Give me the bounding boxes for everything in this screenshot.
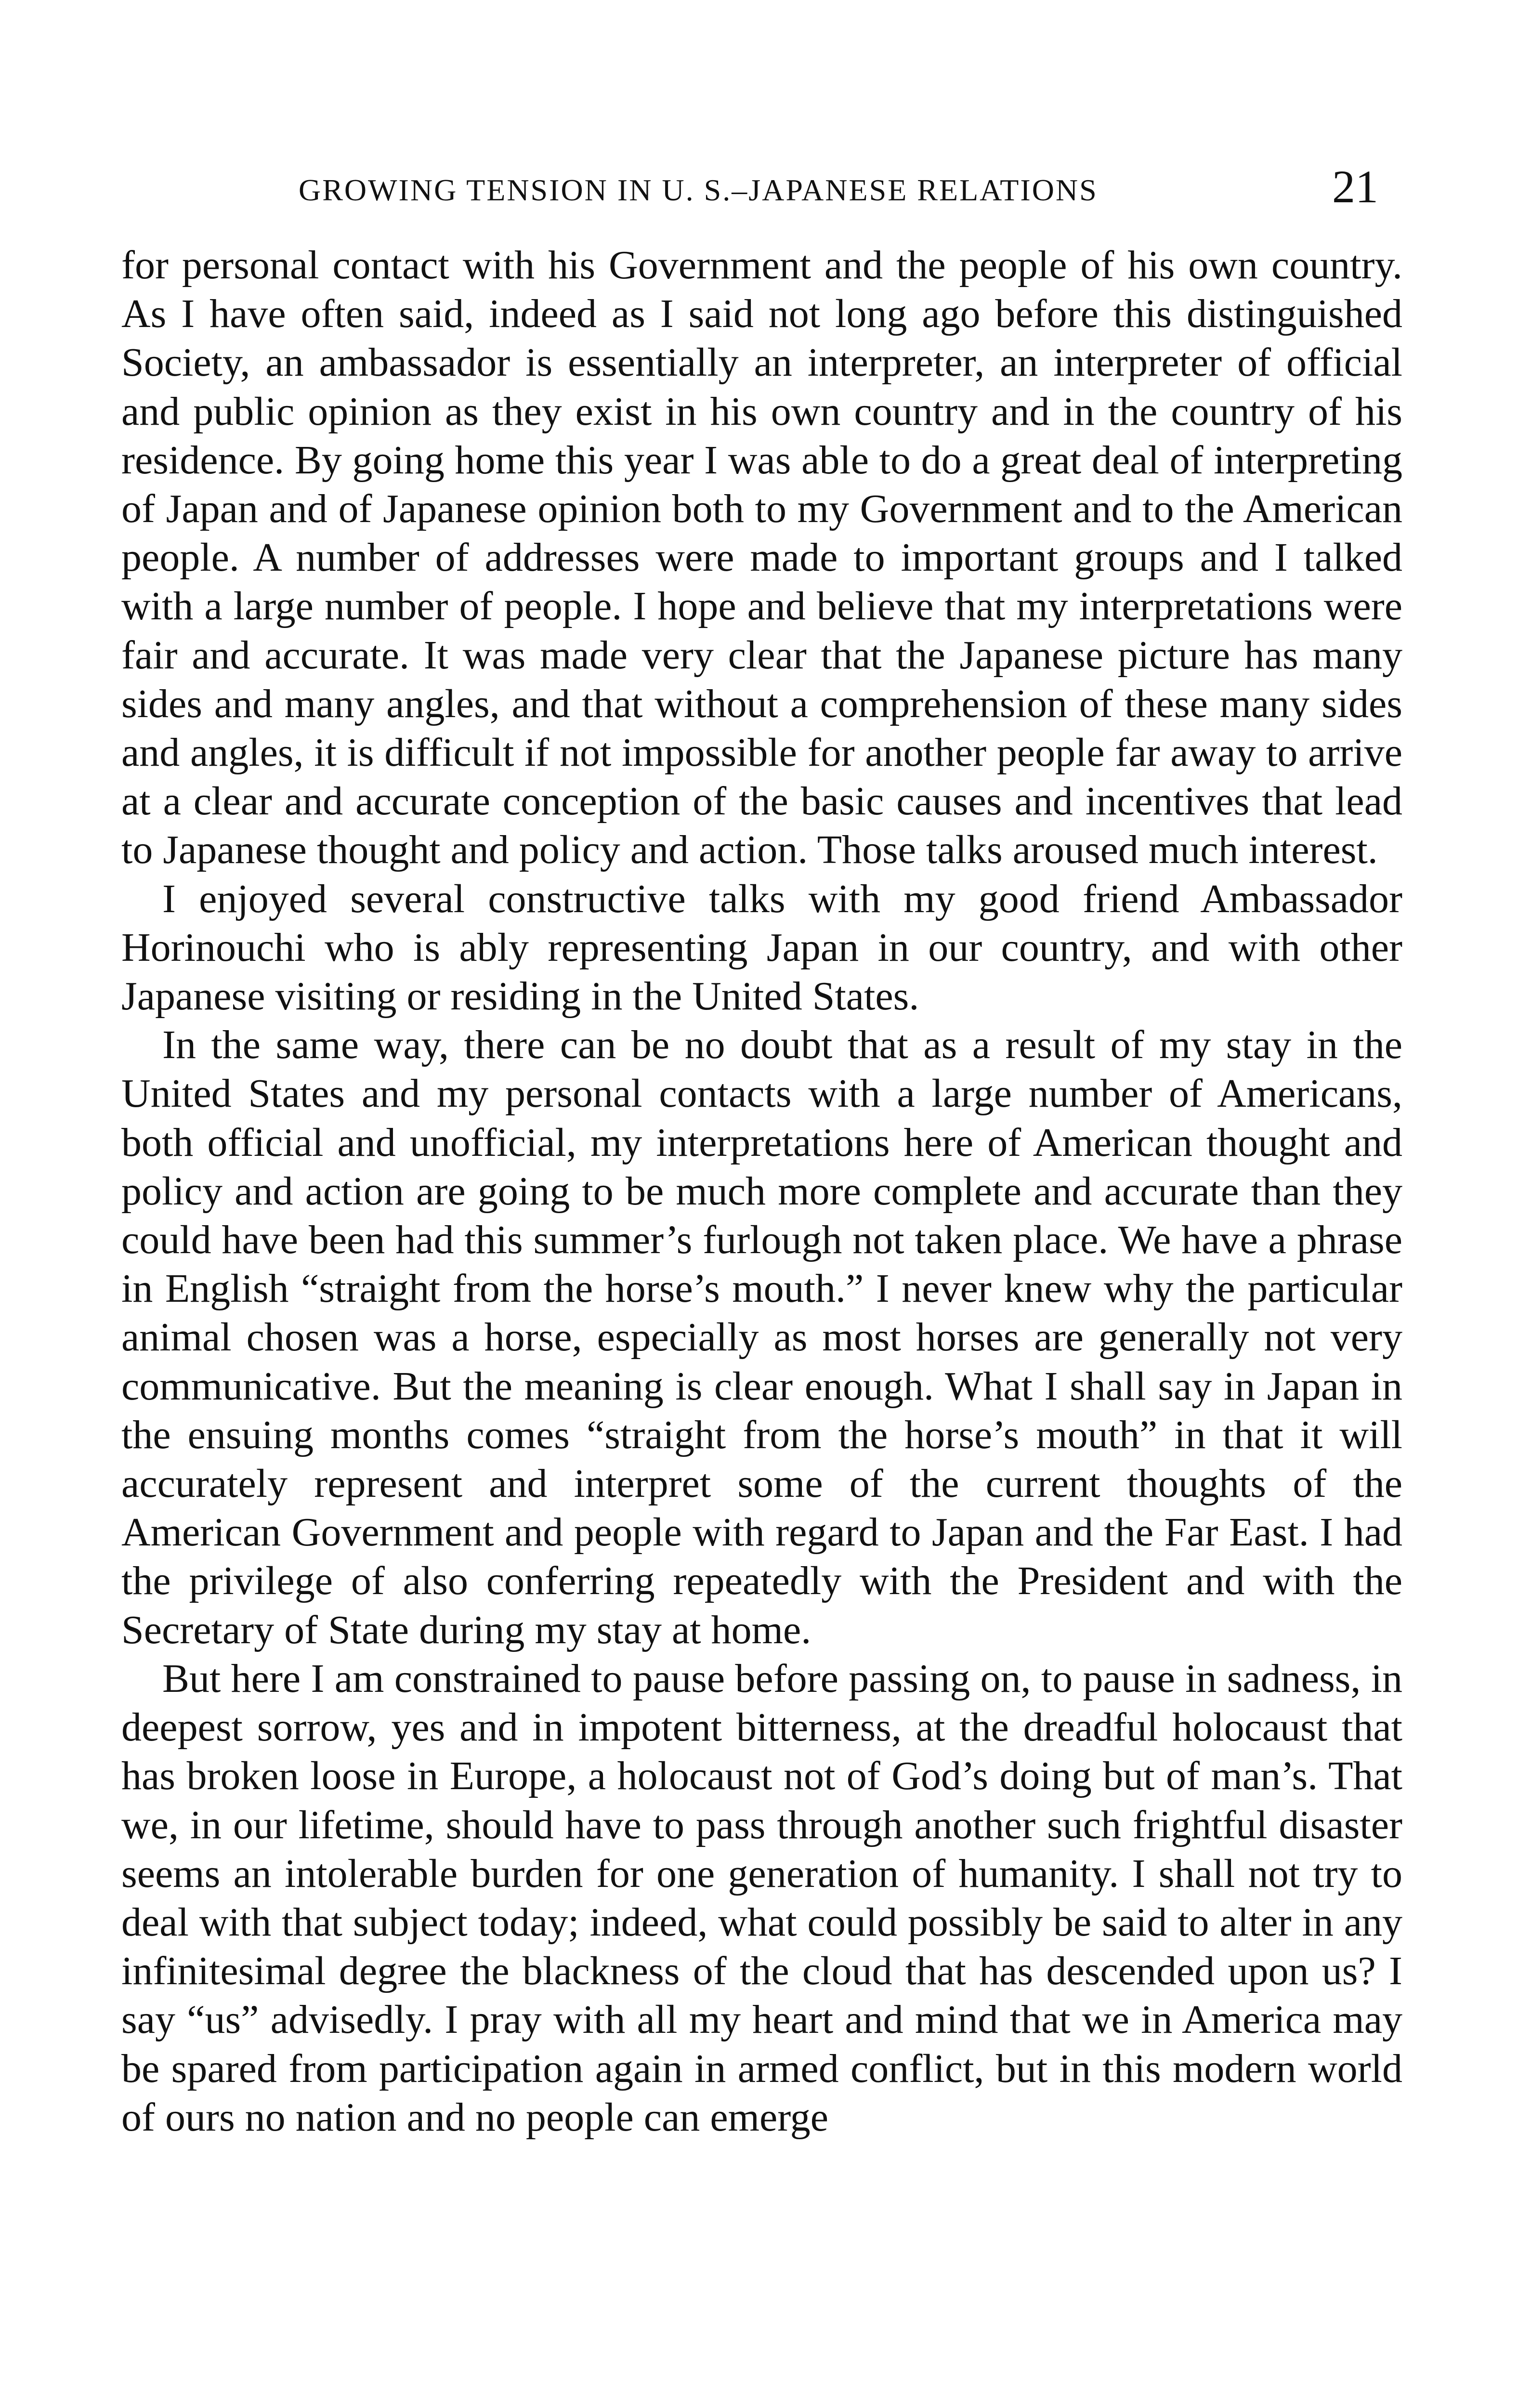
page-number: 21 xyxy=(1332,161,1378,212)
paragraph-horses-mouth: In the same way, there can be no doubt that as a result of my stay in the United States and my personal contacts with a large number of Americans, both official and unofficial, my interpretations here of American thought and policy and action are going to be much more complete and accurate than they could have been had this summer’s furlough not taken place. We have a phrase in English “straight from the horse’s mouth.” I never knew why the particular animal chosen was a horse, especially as most horses are generally not very communicative. But the meaning is clear enough. What I shall say in Japan in the ensuing months comes “straight from the horse’s mouth” in that it will accurately represent and interpret some of the current thoughts of the American Government and people with regard to Japan and the Far East. I had the privilege of also conferring repeatedly with the President and with the Secretary of State during my stay at home. xyxy=(121,1022,1402,1652)
paragraph-continued: for personal contact with his Government and the people of his own country. As I have often said, indeed as I said not long ago before this distinguished Society, an ambassador is essentially an interpreter, an interpreter of official and public opinion as they exist in his own country and in the country of his residence. By going home this year I was able to do a great deal of interpreting of Japan and of Japanese opinion both to my Government and to the American people. A number of addresses were made to important groups and I talked with a large number of people. I hope and believe that my interpretations were fair and accurate. It was made very clear that the Japanese picture has many sides and many angles, and that without a comprehension of these many sides and angles, it is difficult if not impossible for another people far away to arrive at a clear and accurate conception of the basic causes and incentives that lead to Japanese thought and policy and action. Those talks aroused much interest. xyxy=(121,243,1402,873)
body-text xyxy=(121,241,1402,2142)
running-header xyxy=(125,161,1393,217)
running-title: GROWING TENSION IN U. S.–JAPANESE RELATIONS xyxy=(299,173,1098,207)
paragraph-europe-holocaust: But here I am constrained to pause before passing on, to pause in sadness, in deepest sorrow, yes and in impotent bitterness, at the dreadful holocaust that has broken loose in Europe, a holocaust not of God’s doing but of man’s. That we, in our lifetime, should have to pass through another such frightful disaster seems an intolerable burden for one generation of humanity. I shall not try to deal with that subject today; indeed, what could possibly be said to alter in any infinitesimal degree the blackness of the cloud that has descended upon us? I say “us” advisedly. I pray with all my heart and mind that we in America may be spared from participation again in armed conflict, but in this modern world of ours no nation and no people can emerge xyxy=(121,1656,1402,2140)
paragraph-horinouchi: I enjoyed several constructive talks with my good friend Ambassador Horinouchi who is ably representing Japan in our country, and with other Japanese visiting or residing in the United States. xyxy=(121,876,1402,1019)
